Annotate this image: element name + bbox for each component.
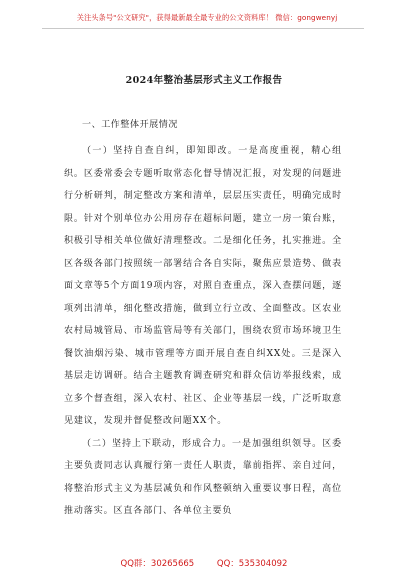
header-divider <box>42 28 364 29</box>
document-title: 2024年整治基层形式主义工作报告 <box>125 75 283 86</box>
body-paragraph-2: （二）坚持上下联动，形成合力。一是加强组织领导。区委主要负责同志认真履行第一责任人职责，靠前指挥、亲自过问，将整治形式主义为基层减负和作风整顿纳入重要议事日程，高位推动落实。区直各部门、各单位主要负 <box>64 438 342 516</box>
page-header <box>0 0 408 40</box>
document-body <box>64 114 342 523</box>
section-heading: 一、工作整体开展情况 <box>82 120 179 130</box>
body-paragraph-1: （一）坚持自查自纠，即知即改。一是高度重视，精心组织。区委常委会专题听取常态化督导情况汇报，对发现的问题进行分析研判，制定整改方案和清单，层层压实责任，明确完成时限。针对个别单位办公用房存在超标问题，建立一房一策台账，积极引导相关单位做好清理整改。二是细化任务，扎实推进。全区各级各部门按照统一部署结合各自实际，聚焦应景造势、做表面文章等5个方面19项内容，对照自查重点，深入查摆问题，逐项列出清单，细化整改措施，做到立行立改、全面整改。区农业农村局城管局、市场监管局等有关部门，围绕农贸市场环境卫生餐饮油烟污染、城市管理等方面开展自查自纠XX处。三是深入基层走访调研。结合主题教育调查研究和群众信访举报线索，成立多个督查组，深入农村、社区、企业等基层一线，广泛听取意见建议，发现并督促整改问题XX个。 <box>64 146 342 426</box>
page-footer <box>0 557 408 569</box>
header-notice: 关注头条号"公文研究"，获得最新最全最专业的公文资料库！ 微信：gongwenyj <box>76 13 338 22</box>
footer-qq-contact: QQ：535304092 <box>216 559 288 569</box>
footer-qq-group: QQ群：30265665 <box>120 559 195 569</box>
